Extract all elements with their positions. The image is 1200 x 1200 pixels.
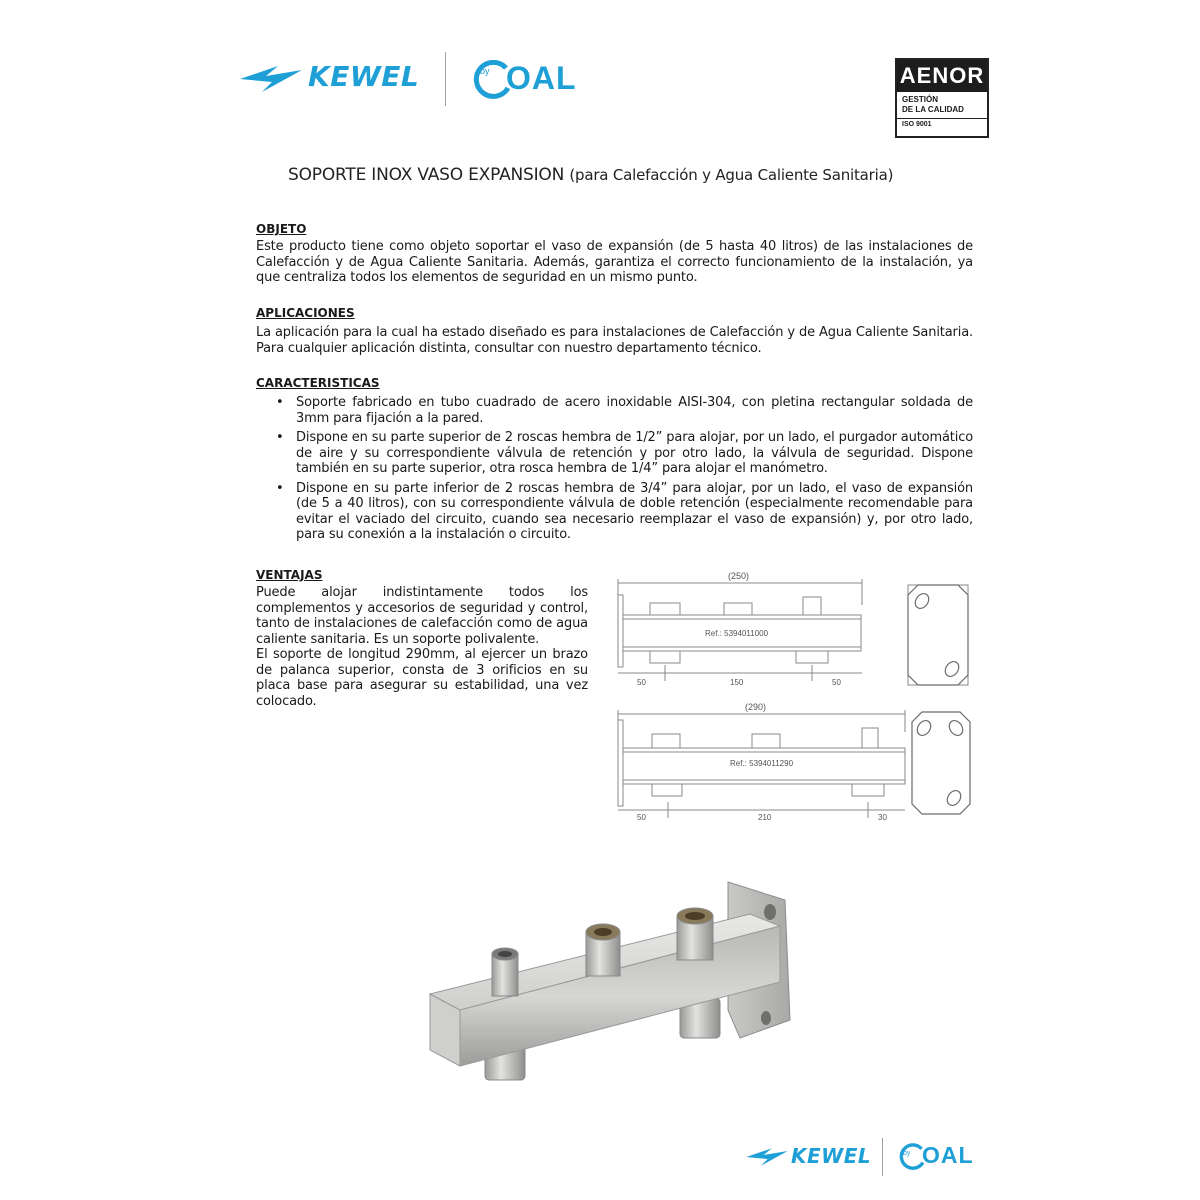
drawing2-dim-right: 30 <box>878 813 887 822</box>
kewel-swoosh-icon <box>238 64 304 94</box>
drawing1-total-dim: (250) <box>728 571 750 581</box>
footer-logo-group <box>745 1138 985 1178</box>
goal-logo-text: OAL <box>506 60 577 96</box>
goal-logo <box>897 1142 987 1174</box>
drawing1-ref: Ref.: 5394011000 <box>705 629 769 638</box>
drawing1-dim-mid: 150 <box>730 678 744 687</box>
technical-drawing-250 <box>600 565 980 695</box>
drawing2-ref: Ref.: 5394011290 <box>730 759 794 768</box>
title-main: SOPORTE INOX VASO EXPANSION <box>288 165 565 185</box>
kewel-logo-text: KEWEL <box>308 60 420 93</box>
aenor-line1: GESTIÓN <box>902 95 939 104</box>
page-title <box>288 165 988 185</box>
logo-divider <box>882 1138 883 1176</box>
drawing1-dim-right: 50 <box>832 678 841 687</box>
list-item: • Dispone en su parte inferior de 2 roscas hembra de 3/4” para alojar, por un lado, el vaso de expansión (de 5 a 40 litros), con su correspondiente válvula de doble retención (especialmente recomendable para evitar el vaciado del circuito, cuando sea necesario reemplazar el vaso de expansión) y, por otro lado, para su conexión a la instalación o circuito. <box>256 481 973 543</box>
ventajas-paragraph-2: El soporte de longitud 290mm, al ejercer un brazo de palanca superior, consta de 3 orificios en su placa base para asegurar su estabilidad, una vez colocado. <box>256 647 588 709</box>
kewel-swoosh-icon <box>745 1146 789 1168</box>
aenor-standard: ISO 9001 <box>902 121 932 128</box>
header-logo-group <box>238 52 598 108</box>
section-heading-ventajas: VENTAJAS <box>256 568 323 582</box>
product-photo <box>410 870 810 1100</box>
aenor-name: AENOR <box>897 60 987 92</box>
section-heading-caracteristicas: CARACTERISTICAS <box>256 376 380 390</box>
aenor-certification-badge <box>895 58 989 138</box>
goal-logo <box>470 58 590 102</box>
drawing1-dim-left: 50 <box>637 678 646 687</box>
aenor-type <box>897 92 987 119</box>
section-text-ventajas <box>256 585 588 709</box>
caracteristicas-list <box>256 395 973 547</box>
title-sub: (para Calefacción y Agua Caliente Sanitaria) <box>569 166 894 184</box>
drawing2-dim-mid: 210 <box>758 813 772 822</box>
section-heading-objeto: OBJETO <box>256 222 307 236</box>
drawing2-dim-left: 50 <box>637 813 646 822</box>
list-item: • Dispone en su parte superior de 2 roscas hembra de 1/2” para alojar, por un lado, el purgador automático de aire y su correspondiente válvula de retención y por otro lado, la válvula de seguridad. Dispone también en su parte superior, otra rosca hembra de 1/4” para alojar el manómetro. <box>256 430 973 477</box>
ventajas-paragraph-1: Puede alojar indistintamente todos los complementos y accesorios de seguridad y control, tanto de instalaciones de calefacción como de agua caliente sanitaria. Es un soporte polivalente. <box>256 585 588 647</box>
goal-by-label: by <box>903 1150 911 1157</box>
goal-by-label: by <box>480 66 490 76</box>
goal-logo-text: OAL <box>922 1142 974 1168</box>
aenor-line2: DE LA CALIDAD <box>902 105 964 114</box>
drawing2-total-dim: (290) <box>745 702 767 712</box>
list-item: • Soporte fabricado en tubo cuadrado de acero inoxidable AISI-304, con pletina rectangular soldada de 3mm para fijación a la pared. <box>256 395 973 426</box>
technical-drawing-290 <box>600 698 980 828</box>
section-heading-aplicaciones: APLICACIONES <box>256 306 355 320</box>
section-text-aplicaciones: La aplicación para la cual ha estado diseñado es para instalaciones de Calefacción y de Agua Caliente Sanitaria. Para cualquier aplicación distinta, consultar con nuestro departamento técnico. <box>256 325 973 356</box>
logo-divider <box>445 52 446 106</box>
section-text-objeto: Este producto tiene como objeto soportar el vaso de expansión (de 5 hasta 40 litros) de las instalaciones de Calefacción y de Agua Caliente Sanitaria. Además, garantiza el correcto funcionamiento de la instalación, ya que centraliza todos los elementos de seguridad en un mismo punto. <box>256 239 973 285</box>
kewel-logo-text: KEWEL <box>791 1144 872 1168</box>
